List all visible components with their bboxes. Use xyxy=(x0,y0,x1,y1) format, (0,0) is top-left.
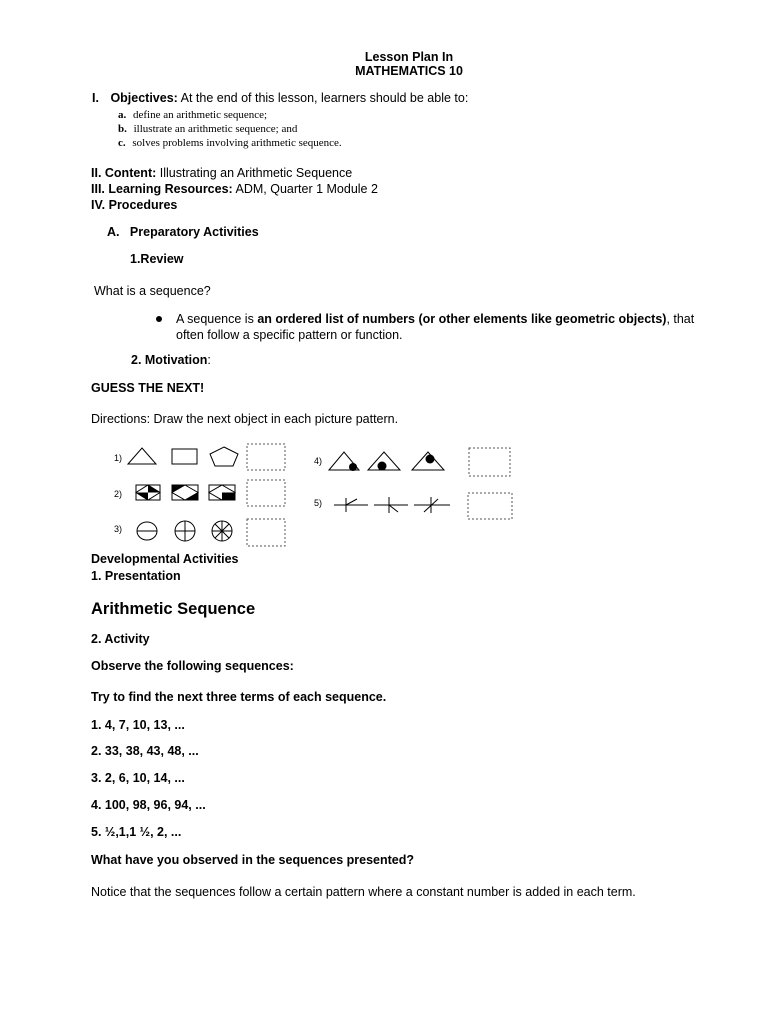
triangle-dot-shape xyxy=(368,452,400,471)
diamond-square-shape xyxy=(172,485,198,500)
pattern-row-2 xyxy=(124,480,294,510)
content-line xyxy=(91,166,352,181)
notice-text: Notice that the sequences follow a certain pattern where a constant number is added in each term. xyxy=(91,885,636,899)
objectives-label: Objectives: xyxy=(110,91,178,105)
objective-letter: c. xyxy=(118,137,126,149)
cross-line-shape xyxy=(374,497,408,513)
pattern-number-3: 3) xyxy=(114,524,123,534)
definition-bold: an ordered list of numbers (or other elements like geometric objects) xyxy=(257,312,667,326)
triangle-shape xyxy=(128,448,156,464)
objective-letter: a. xyxy=(118,109,127,121)
pattern-row-3 xyxy=(124,516,294,548)
observed-question: What have you observed in the sequences presented? xyxy=(91,853,415,867)
objectives-numeral: I. xyxy=(92,91,99,105)
circle-shape xyxy=(175,521,195,541)
definition-post: , that often follow a specific pattern or function. xyxy=(176,312,695,342)
triangle-dot-shape xyxy=(329,452,359,471)
objective-text: illustrate an arithmetic sequence; and xyxy=(133,123,298,135)
bullet-dot xyxy=(156,316,162,322)
resources-text: ADM, Quarter 1 Module 2 xyxy=(232,182,378,196)
developmental-heading: Developmental Activities xyxy=(91,552,239,566)
answer-box[interactable] xyxy=(468,493,512,519)
rectangle-shape xyxy=(172,449,197,464)
pattern-number-5: 5) xyxy=(314,498,323,508)
sequence-item: 5. ½,1,1 ½, 2, ... xyxy=(91,825,182,839)
pattern-row-1 xyxy=(124,444,294,474)
objective-text: solves problems involving arithmetic sequence. xyxy=(132,137,342,149)
motivation-colon: : xyxy=(207,353,211,367)
preparatory-heading: A. Preparatory Activities xyxy=(107,225,259,239)
answer-box[interactable] xyxy=(247,480,285,506)
pattern-number-2: 2) xyxy=(114,489,123,499)
objective-item-c xyxy=(118,137,342,150)
diamond-square-shape xyxy=(136,485,160,500)
pattern-row-4 xyxy=(326,446,516,478)
presentation-heading: 1. Presentation xyxy=(91,569,181,583)
answer-box[interactable] xyxy=(469,448,510,476)
objectives-heading xyxy=(92,91,468,106)
question-text: What is a sequence? xyxy=(94,284,211,298)
motivation-heading xyxy=(131,353,211,368)
cross-line-shape xyxy=(334,498,368,512)
procedures-heading: IV. Procedures xyxy=(91,198,178,212)
title-line1: Lesson Plan In xyxy=(364,50,454,64)
circle-shape xyxy=(137,522,157,540)
pattern-number-4: 4) xyxy=(314,456,323,466)
resources-line xyxy=(91,182,378,197)
sequence-item: 1. 4, 7, 10, 13, ... xyxy=(91,718,185,732)
answer-box[interactable] xyxy=(247,519,285,546)
diamond-square-shape xyxy=(209,485,235,500)
content-text: Illustrating an Arithmetic Sequence xyxy=(156,166,353,180)
try-text: Try to find the next three terms of each sequence. xyxy=(91,690,387,704)
circle-shape xyxy=(212,521,232,541)
observe-text: Observe the following sequences: xyxy=(91,659,294,673)
objectives-intro: At the end of this lesson, learners should be able to: xyxy=(177,91,469,105)
definition-pre: A sequence is xyxy=(176,312,258,326)
guess-heading: GUESS THE NEXT! xyxy=(91,381,205,395)
pattern-number-1: 1) xyxy=(114,453,123,463)
motivation-label: 2. Motivation xyxy=(131,353,208,367)
directions-text: Directions: Draw the next object in each picture pattern. xyxy=(91,412,399,426)
answer-box[interactable] xyxy=(247,444,285,470)
title-line2: MATHEMATICS 10 xyxy=(355,64,463,78)
definition-text xyxy=(176,311,696,343)
sequence-item: 4. 100, 98, 96, 94, ... xyxy=(91,798,206,812)
triangle-dot-shape xyxy=(412,452,444,470)
objective-letter: b. xyxy=(118,123,127,135)
cross-line-shape xyxy=(414,497,450,513)
objective-text: define an arithmetic sequence; xyxy=(133,109,268,121)
objective-item-b xyxy=(118,123,297,136)
objective-item-a xyxy=(118,109,267,122)
content-label: II. Content: xyxy=(91,166,157,180)
topic-heading: Arithmetic Sequence xyxy=(91,600,256,618)
pattern-row-5 xyxy=(330,490,520,522)
activity-heading: 2. Activity xyxy=(91,632,150,646)
pentagon-shape xyxy=(210,447,238,466)
sequence-item: 3. 2, 6, 10, 14, ... xyxy=(91,771,185,785)
review-heading: 1.Review xyxy=(130,252,184,266)
sequence-item: 2. 33, 38, 43, 48, ... xyxy=(91,744,199,758)
resources-label: III. Learning Resources: xyxy=(91,182,233,196)
